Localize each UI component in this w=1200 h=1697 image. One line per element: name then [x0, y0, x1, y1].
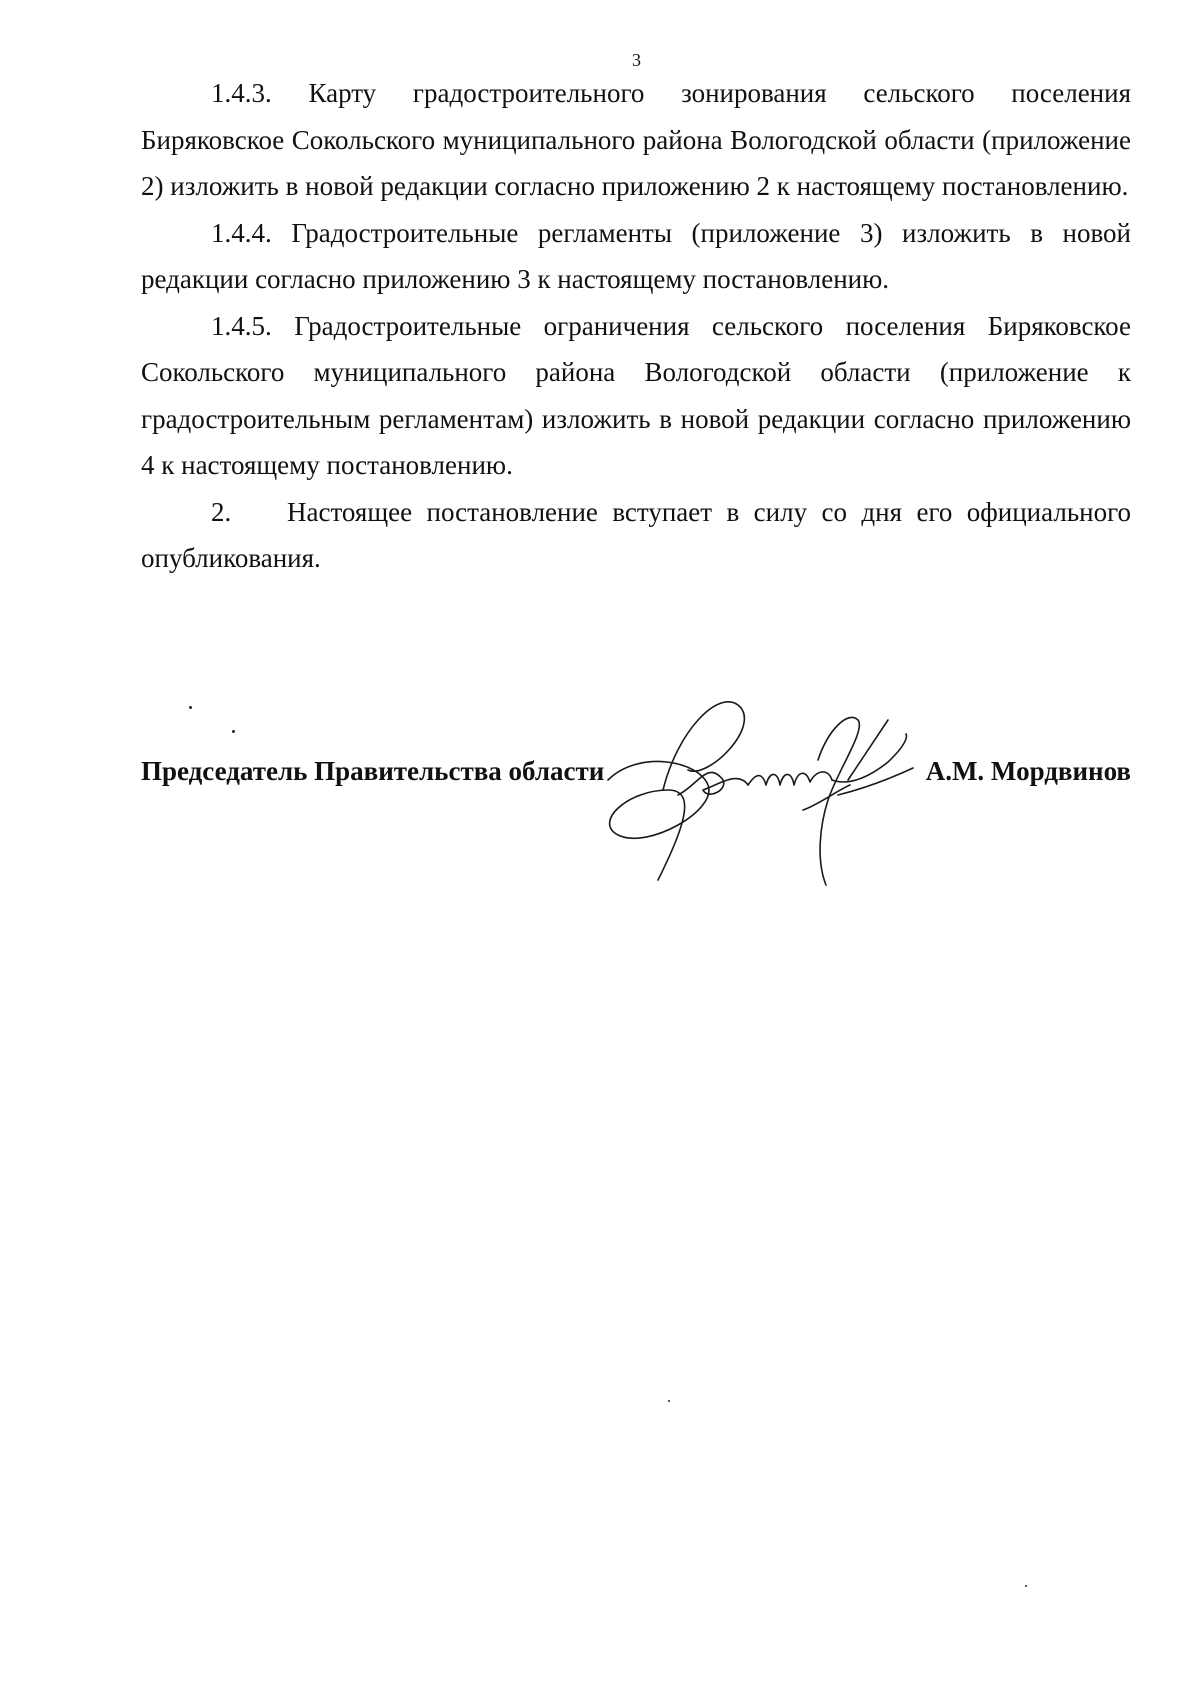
paragraph-2-text: Настоящее постановление вступает в силу со дня его официального опубликования. — [141, 496, 1131, 573]
paragraph-1-4-3: 1.4.3. Карту градостроительного зонирования сельского поселения Биряковское Сокольского муниципального района Вологодской области (приложение 2) изложить в новой редакции согласно приложению 2 к настоящему постановлению. — [141, 78, 1131, 201]
handwritten-signature — [588, 690, 938, 890]
page-number: 3 — [632, 50, 641, 70]
scan-speck — [189, 706, 192, 709]
paragraph-1-4-5: 1.4.5. Градостроительные ограничения сельского поселения Биряковское Сокольского муниципального района Вологодской области (приложение к градостроительным регламентам) изложить в новой редакции согласно приложению 4 к настоящему постановлению. — [141, 310, 1131, 480]
scan-speck — [232, 730, 235, 733]
paragraph-2 — [141, 489, 1131, 582]
paragraph-1-4-4: 1.4.4. Градостроительные регламенты (приложение 3) изложить в новой редакции согласно приложению 3 к настоящему постановлению. — [141, 217, 1131, 294]
signatory-title: Председатель Правительства области — [141, 756, 605, 786]
document-body — [141, 70, 1131, 582]
paragraph-2-number: 2. — [211, 496, 232, 527]
scan-speck — [668, 1400, 670, 1402]
signatory-name: А.М. Мордвинов — [925, 756, 1131, 786]
scan-speck — [1025, 1585, 1027, 1587]
